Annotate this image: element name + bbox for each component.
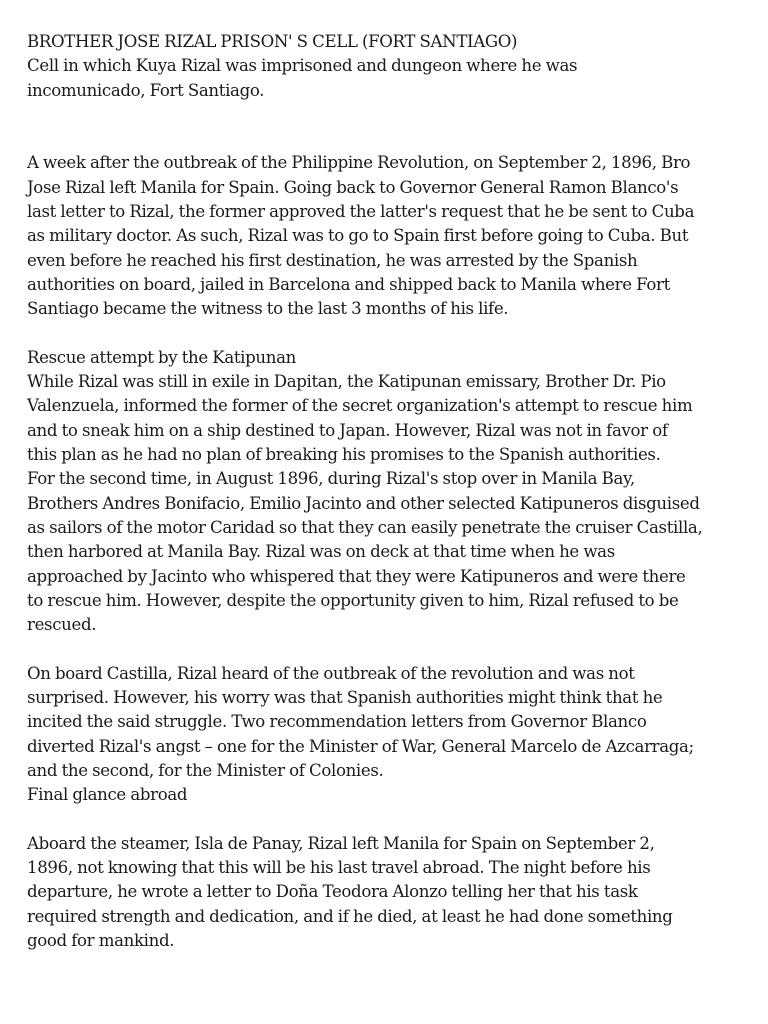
heading-rescue-attempt: Rescue attempt by the Katipunan — [27, 347, 296, 367]
paragraph-castilla: On board Castilla, Rizal heard of the outbreak of the revolution and was not surprised. However, his worry was that Spanish authorities might think that he incited the said struggle. Two recommendation letters from Governor Blanco diverted Rizal's angst – one for the Minister of War, General Marcelo de Azcarraga; and the second, for the Minister of Colonies. — [27, 663, 694, 780]
heading-final-glance: Final glance abroad — [27, 785, 188, 805]
paragraph-isla-de-panay: Aboard the steamer, Isla de Panay, Rizal left Manila for Spain on September 2, 1896, not knowing that this will be his last travel abroad. The night before his departure, he wrote a letter to Doña Teodora Alonzo telling her that his task required strength and dedication, and if he died, at least he had done something good for mankind. — [27, 833, 673, 950]
document-page — [27, 30, 747, 953]
document-title: BROTHER JOSE RIZAL PRISON' S CELL (FORT SANTIAGO) — [27, 32, 518, 51]
paragraph-rescue: While Rizal was still in exile in Dapitan, the Katipunan emissary, Brother Dr. Pio Valenzuela, informed the former of the secret organization's attempt to rescue him and to sneak him on a ship destined to Japan. However, Rizal was not in favor of this plan as he had no plan of breaking his promises to the Spanish authorities. For the second time, in August 1896, during Rizal's stop over in Manila Bay, Brothers Andres Bonifacio, Emilio Jacinto and other selected Katipuneros disguised as sailors of the motor Caridad so that they can easily penetrate the cruiser Castilla, then harbored at Manila Bay. Rizal was on deck at that time when he was approached by Jacinto who whispered that they were Katipuneros and were there to rescue him. However, despite the opportunity given to him, Rizal refused to be rescued. — [27, 372, 703, 635]
document-subtitle: Cell in which Kuya Rizal was imprisoned and dungeon where he was incomunicado, Fort Santiago. — [27, 56, 578, 100]
paragraph-departure: A week after the outbreak of the Philippine Revolution, on September 2, 1896, Bro Jose Rizal left Manila for Spain. Going back to Governor General Ramon Blanco's last letter to Rizal, the former approved the latter's request that he be sent to Cuba as military doctor. As such, Rizal was to go to Spain first before going to Cuba. But even before he reached his first destination, he was arrested by the Spanish authorities on board, jailed in Barcelona and shipped back to Manila where Fort Santiago became the witness to the last 3 months of his life. — [27, 153, 695, 319]
spacer — [27, 808, 747, 832]
spacer — [27, 322, 747, 346]
spacer — [27, 103, 747, 152]
spacer — [27, 637, 747, 661]
